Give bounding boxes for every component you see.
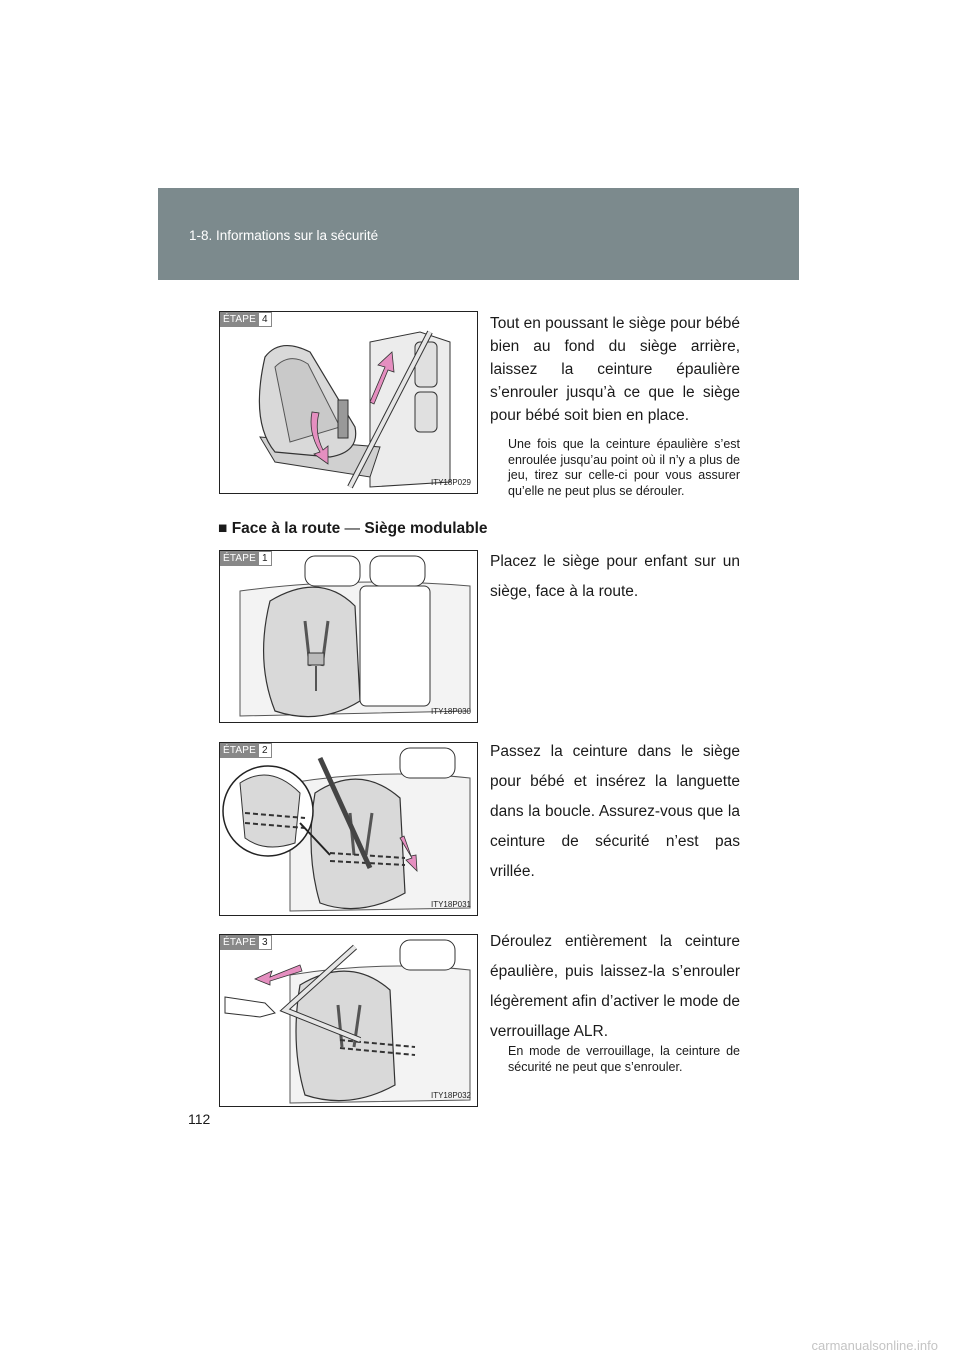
step-1-text: Placez le siège pour enfant sur un siège, face à la route. [490, 553, 740, 600]
step-tag-word: ÉTAPE [220, 935, 259, 950]
figure-code: ITY18P030 [430, 707, 471, 716]
step-tag-word: ÉTAPE [220, 743, 259, 758]
step-tag-number: 1 [259, 551, 272, 566]
watermark: carmanualsonline.info [811, 1338, 938, 1353]
section-title: 1-8. Informations sur la sécurité [189, 228, 379, 243]
step-tag-number: 3 [259, 935, 272, 950]
figure-step-3 [219, 934, 478, 1107]
step-4-text: Tout en poussant le siège pour bébé bien au fond du siège arrière, laissez la ceinture épaulière s’enrouler jusqu’à ce que le siège pour bébé soit bien en place. [490, 315, 740, 424]
square-bullet-icon: ■ [218, 520, 228, 537]
forward-seat-illustration-2 [220, 743, 477, 915]
figure-step-4 [219, 311, 478, 494]
step-tag [220, 743, 272, 758]
step-tag-word: ÉTAPE [220, 551, 259, 566]
figure-code: ITY18P032 [430, 1091, 471, 1100]
step-3-note: En mode de verrouillage, la ceinture de sécurité ne peut que s’enrouler. [508, 1044, 740, 1074]
rear-facing-seat-illustration [220, 312, 477, 493]
figure-step-2 [219, 742, 478, 916]
figure-step-1 [219, 550, 478, 723]
step-tag-word: ÉTAPE [220, 312, 259, 327]
forward-seat-illustration-1 [220, 551, 477, 722]
chapter-header [158, 188, 799, 280]
step-tag-number: 4 [259, 312, 272, 327]
figure-code: ITY18P029 [430, 478, 471, 487]
figure-code: ITY18P031 [430, 900, 471, 909]
step-tag [220, 551, 272, 566]
subheading-part1: Face à la route [231, 520, 341, 537]
step-tag-number: 2 [259, 743, 272, 758]
step-tag [220, 935, 272, 950]
step-3-text: Déroulez entièrement la ceinture épaulière, puis laissez-la s’enrouler légèrement afin d’activer le mode de verrouillage ALR. [490, 933, 740, 1040]
subheading-part2: Siège modulable [364, 520, 488, 537]
section-subheading [218, 520, 488, 538]
subheading-dash: — [344, 520, 361, 537]
forward-seat-illustration-3 [220, 935, 477, 1106]
step-2-text: Passez la ceinture dans le siège pour bébé et insérez la languette dans la boucle. Assurez-vous que la ceinture de sécurité n’est pas vrillée. [490, 743, 740, 880]
step-4-note: Une fois que la ceinture épaulière s’est enroulée jusqu’au point où il n’y a plus de jeu, tirez sur celle-ci pour vous assurer qu’elle ne peut plus se dérouler. [508, 437, 740, 498]
step-tag [220, 312, 272, 327]
page-number: 112 [188, 1111, 211, 1127]
